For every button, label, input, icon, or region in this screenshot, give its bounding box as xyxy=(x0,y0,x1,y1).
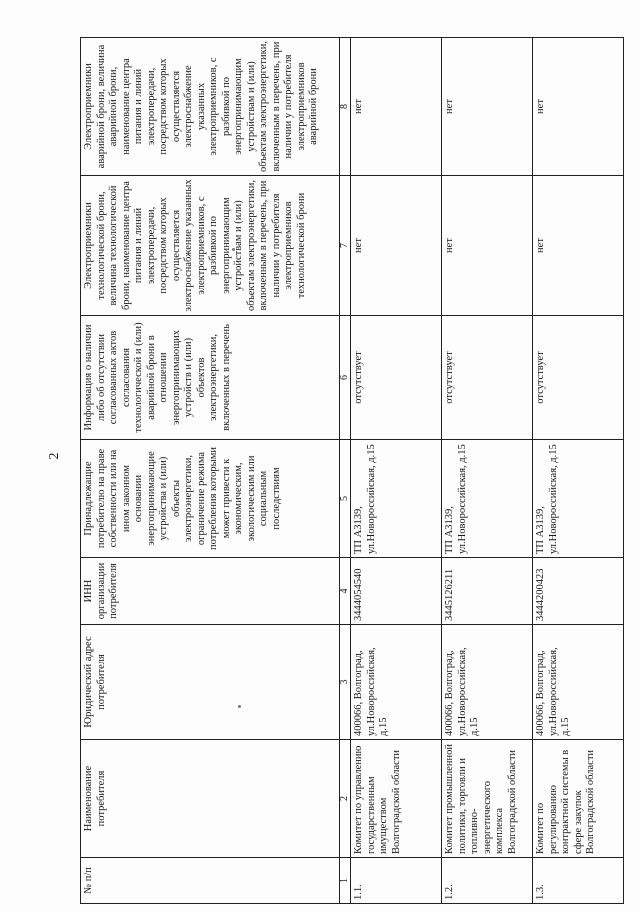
consumer-address: 400066, Волгоград, ул.Новороссийская, д.15 xyxy=(442,625,533,740)
row-number: 1.2. xyxy=(442,858,533,904)
column-number: 4 xyxy=(340,558,351,625)
column-number-row xyxy=(340,38,351,904)
emergency-reserve: нет xyxy=(351,38,442,176)
table-header-row xyxy=(81,38,340,904)
consumer-devices: ТП А3139, ул.Новороссийская, д.15 xyxy=(442,440,533,558)
header-cell: Принадлежащие потребителю на праве собственности или на ином законном основании энергопринимающие устройства и (или) объекты электроэнергетики, ограничение режима потребления которыми может привести к экономическим, экологическим или социальным последствиям xyxy=(81,440,340,558)
consumer-name: Комитет промышленной политики, торговли и топливно-энергетического комплекса Волгоградской области xyxy=(442,740,533,858)
header-cell: ИНН организации потребителя xyxy=(81,558,340,625)
consumer-inn: 3444200423 xyxy=(533,558,624,625)
table-row xyxy=(533,38,624,904)
header-cell: Юридический адрес потребителя xyxy=(81,625,340,740)
acts-status: отсутствует xyxy=(351,316,442,440)
rotated-table-wrapper xyxy=(80,38,622,904)
column-number: 8 xyxy=(340,38,351,176)
header-cell: Электроприемники технологической брони, величина технологической брони, наименование центра питания и линий электропередачи, посредством которых осуществляется электроснабжение указанных электроприемников, с разбивкой по энергопринимающим устройствам и (или) объектам электроэнергетики, включенным в перечень, при наличии у потребителя электроприемников технологической брони xyxy=(81,176,340,316)
consumer-inn: 3444054540 xyxy=(351,558,442,625)
consumer-inn: 3445126211 xyxy=(442,558,533,625)
header-cell: Электроприемники аварийной брони, величина аварийной брони, наименование центра питания и линий электропередачи, посредством которых осуществляется электроснабжение указанных электроприемников, с разбивкой по энергопринимающим устройствам и (или) объектам электроэнергетики, включенным в перечень, при наличии у потребителя электроприемников аварийной брони xyxy=(81,38,340,176)
header-cell: № п/п xyxy=(81,858,340,904)
consumer-table xyxy=(80,37,624,904)
tech-reserve: нет xyxy=(351,176,442,316)
tech-reserve: нет xyxy=(533,176,624,316)
acts-status: отсутствует xyxy=(533,316,624,440)
row-number: 1.1. xyxy=(351,858,442,904)
column-number: 5 xyxy=(340,440,351,558)
consumer-name: Комитет по регулированию контрактной системы в сфере закупок Волгоградской области xyxy=(533,740,624,858)
table-row xyxy=(442,38,533,904)
row-number: 1.3. xyxy=(533,858,624,904)
emergency-reserve: нет xyxy=(533,38,624,176)
column-number: 2 xyxy=(340,740,351,858)
emergency-reserve: нет xyxy=(442,38,533,176)
column-number: 6 xyxy=(340,316,351,440)
consumer-devices: ТП А3139, ул.Новороссийская, д.15 xyxy=(351,440,442,558)
consumer-name: Комитет по управлению государственным имуществом Волгоградской области xyxy=(351,740,442,858)
acts-status: отсутствует xyxy=(442,316,533,440)
column-number: 7 xyxy=(340,176,351,316)
consumer-address: 400066, Волгоград, ул.Новороссийская, д.15 xyxy=(351,625,442,740)
column-number: 3 xyxy=(340,625,351,740)
header-cell: Наименование потребителя xyxy=(81,740,340,858)
tech-reserve: нет xyxy=(442,176,533,316)
page-number: 2 xyxy=(47,452,62,460)
header-cell: Информация о наличии либо об отсутствии согласованных актов согласования технологической и (или) аварийной брони в отношении энергопринимающих устройств и (или) объектов электроэнергетики, включенных в перечень xyxy=(81,316,340,440)
column-number: 1 xyxy=(340,858,351,904)
table-row xyxy=(351,38,442,904)
consumer-address: 400066, Волгоград, ул.Новороссийская, д.15 xyxy=(533,625,624,740)
consumer-devices: ТП А3139, ул.Новороссийская, д.15 xyxy=(533,440,624,558)
